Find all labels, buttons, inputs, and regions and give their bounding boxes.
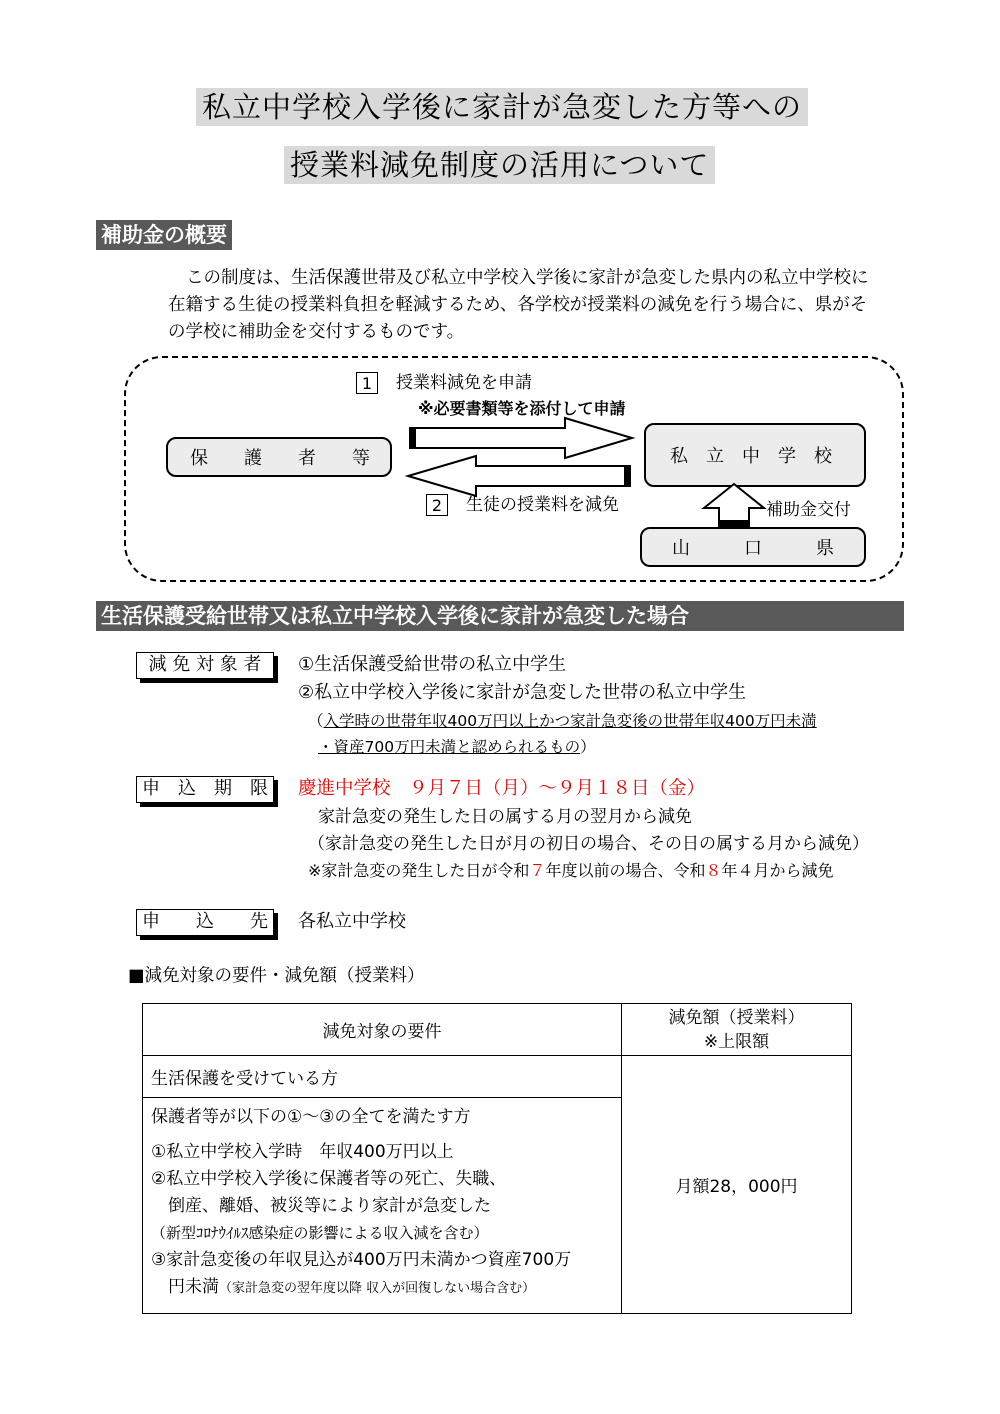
target-label: 減 免 対 象 者 [136,652,274,679]
table-row [143,1056,852,1098]
section2-heading-text: 生活保護受給世帯又は私立中学校入学後に家計が急変した場合 [101,604,689,628]
row1-requirement: 生活保護を受けている方 [143,1056,622,1098]
step1-number: 1 [356,372,378,394]
step2-label: 生徒の授業料を減免 [466,495,619,515]
deadline-line3-a: ※家計急変の発生した日が令和 [308,861,530,880]
col2-header-line1: 減免額（授業料） [668,1007,805,1028]
row2-intro: 保護者等が以下の①～③の全てを満たす方 [151,1107,471,1127]
target-note-line2 [318,734,596,760]
step2-number: 2 [426,494,448,516]
amount-cell [622,1056,852,1314]
step1-note: ※必要書類等を添付して申請 [418,399,626,418]
section2-heading [96,601,904,631]
row2-item-1: ①私立中学校入学時 年収400万円以上 [151,1142,454,1162]
arrow-up-tail [719,520,749,526]
overview-heading: 補助金の概要 [96,220,232,250]
deadline-line-2: （家計急変の発生した日が月の初日の場合、その日の属する月から減免） [308,834,869,854]
row2-item-5: ③家計急変後の年収見込が400万円未満かつ資産700万 [151,1250,572,1270]
row2-requirement [143,1098,622,1314]
target-note-close: ） [580,738,596,756]
arrow-right-tail [410,428,416,448]
deadline-label: 申 込 期 限 [136,776,274,803]
overview-line-2: 在籍する生徒の授業料負担を軽減するため、各学校が授業料の減免を行う場合に、県がそ [168,295,868,315]
page-title-line2: 授業料減免制度の活用について [284,146,715,184]
col2-header-line2: ※上限額 [703,1031,770,1052]
arrow-right-icon [410,418,632,458]
deadline-line3-e: 年４月から減免 [721,861,834,880]
target-note-text2: ・資産700万円未満と認められるもの [318,738,581,756]
table-caption: ■減免対象の要件・減免額（授業料） [128,966,425,986]
target-note-open: （ [308,712,324,730]
row2-small-note: （家計急変の翌年度以降 収入が回復しない場合含む） [219,1281,536,1296]
target-note-line1 [308,708,817,734]
step1-label: 授業料減免を申請 [396,373,532,393]
requirements-table [142,1003,852,1314]
deadline-value: 慶進中学校 ９月７日（月）～９月１８日（金） [298,778,706,799]
deadline-line-3 [308,858,833,884]
deadline-line3-c: 年度以前の場合、令和 [545,861,706,880]
deadline-line3-b: ７ [529,861,546,880]
col1-header: 減免対象の要件 [143,1004,622,1056]
page-title-line1: 私立中学校入学後に家計が急変した方等への [196,88,808,126]
school-label: 私 立 中 学 校 [670,446,832,467]
arrow-left-tail [624,466,630,486]
target-item-1: ①生活保護受給世帯の私立中学生 [298,654,567,675]
prefecture-label: 山 口 県 [672,538,834,559]
row2-item-3: 倒産、離婚、被災等により家計が急変した [151,1196,491,1216]
overview-line-3: の学校に補助金を交付するものです。 [168,322,465,342]
arrow-left-icon [408,456,630,496]
flow-arrows [0,0,1000,600]
row2-item-6-text: 円未満 [151,1277,219,1297]
apply-value: 各私立中学校 [298,911,406,932]
arrow-up-icon [704,484,764,526]
row2-item-2: ②私立中学校入学後に保護者等の死亡、失職、 [151,1169,507,1189]
deadline-line-1: 家計急変の発生した日の属する月の翌月から減免 [318,807,692,827]
amount-value: 月額28，000円 [675,1177,798,1197]
target-item-2: ②私立中学校入学後に家計が急変した世帯の私立中学生 [298,682,747,703]
target-note-text1: 入学時の世帯年収400万円以上かつ家計急変後の世帯年収400万円未満 [323,712,817,730]
deadline-line3-d: ８ [705,861,722,880]
row2-item-6 [151,1274,613,1302]
subsidy-label: 補助金交付 [766,500,851,520]
apply-label: 申 込 先 [136,909,274,936]
guardian-label: 保 護 者 等 [190,448,370,469]
row2-item-4: （新型ｺﾛﾅｳｲﾙｽ感染症の影響による収入減を含む） [151,1224,489,1242]
col2-header [622,1004,852,1056]
overview-line-1: この制度は、生活保護世帯及び私立中学校入学後に家計が急変した県内の私立中学校に [186,268,869,288]
table-header-row [143,1004,852,1056]
